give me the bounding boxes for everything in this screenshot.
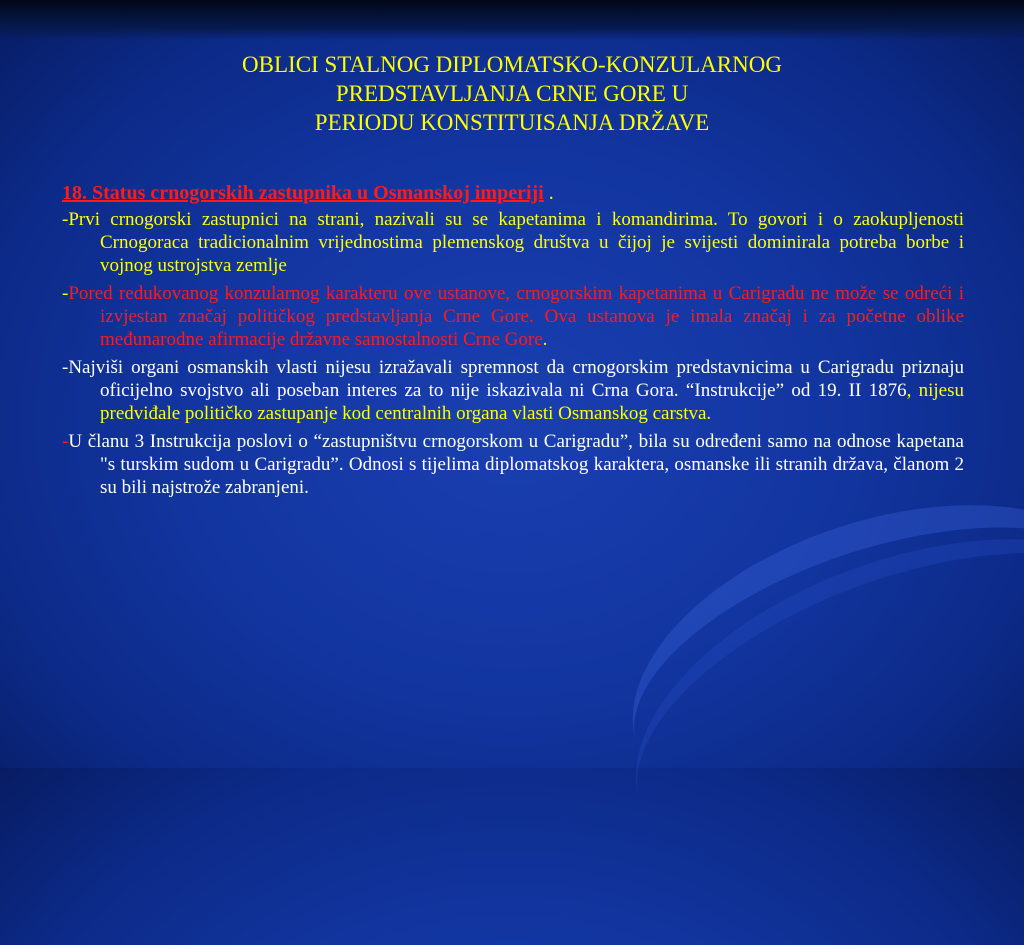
paragraph-4-dash: - xyxy=(62,431,69,452)
paragraph-4 xyxy=(62,430,964,499)
top-dark-band xyxy=(0,0,1024,40)
paragraph-4-text: U članu 3 Instrukcija poslovi o “zastupništvu crnogorskom u Carigradu”, bila su određeni samo na odnose kapetana "s turskim sudom u Carigradu”. Odnosi s tijelima diplomatskog karaktera, osmanske ili stranih država, članom 2 su bili najstrože zabranjeni. xyxy=(68,431,964,498)
title-line-3: PERIODU KONSTITUISANJA DRŽAVE xyxy=(314,110,710,135)
paragraph-1-text: -Prvi crnogorski zastupnici na strani, nazivali su se kapetanima i komandirima. To govori i o zaokupljenosti Crnogoraca tradicionalnim vrijednostima plemenskog društva u čijoj je svijesti dominirala potreba borbe i vojnog ustrojstva zemlje xyxy=(62,209,964,276)
paragraph-3-text-a: -Najviši organi osmanskih vlasti nijesu izražavali spremnost da crnogorskim predstavnicima u Carigradu priznaju oficijelno svojstvo ali poseban interes za to nije iskazivala ni Crna Gora. “Instrukcije” od 19. II 1876 xyxy=(62,357,964,401)
paragraph-3 xyxy=(62,356,964,425)
paragraph-1 xyxy=(62,208,964,277)
title-line-1: OBLICI STALNOG DIPLOMATSKO-KONZULARNOG xyxy=(242,52,782,77)
paragraph-2 xyxy=(62,282,964,351)
paragraph-2-dash: - xyxy=(62,283,69,304)
title-line-2: PREDSTAVLJANJA CRNE GORE U xyxy=(335,81,689,106)
section-heading xyxy=(62,180,964,206)
paragraph-2-end: . xyxy=(542,329,548,350)
paragraph-3-text-b: , nijesu predviđale političko zastupanje kod centralnih organa vlasti Osmanskog carstva. xyxy=(100,380,964,424)
paragraph-2-text: Pored redukovanog konzularnog karakteru ove ustanove, crnogorskim kapetanima u Carigradu ne može se odreći i izvjestan značaj političkog predstavljanja Crne Gore. Ova ustanova je imala značaj i za početne oblike međunarodne afirmacije državne samostalnosti Crne Gore xyxy=(68,283,964,350)
section-heading-text: 18. Status crnogorskih zastupnika u Osmanskoj imperiji xyxy=(62,182,544,204)
section-heading-suffix: . xyxy=(543,182,554,204)
slide-content xyxy=(62,180,964,504)
slide-title xyxy=(60,50,964,137)
